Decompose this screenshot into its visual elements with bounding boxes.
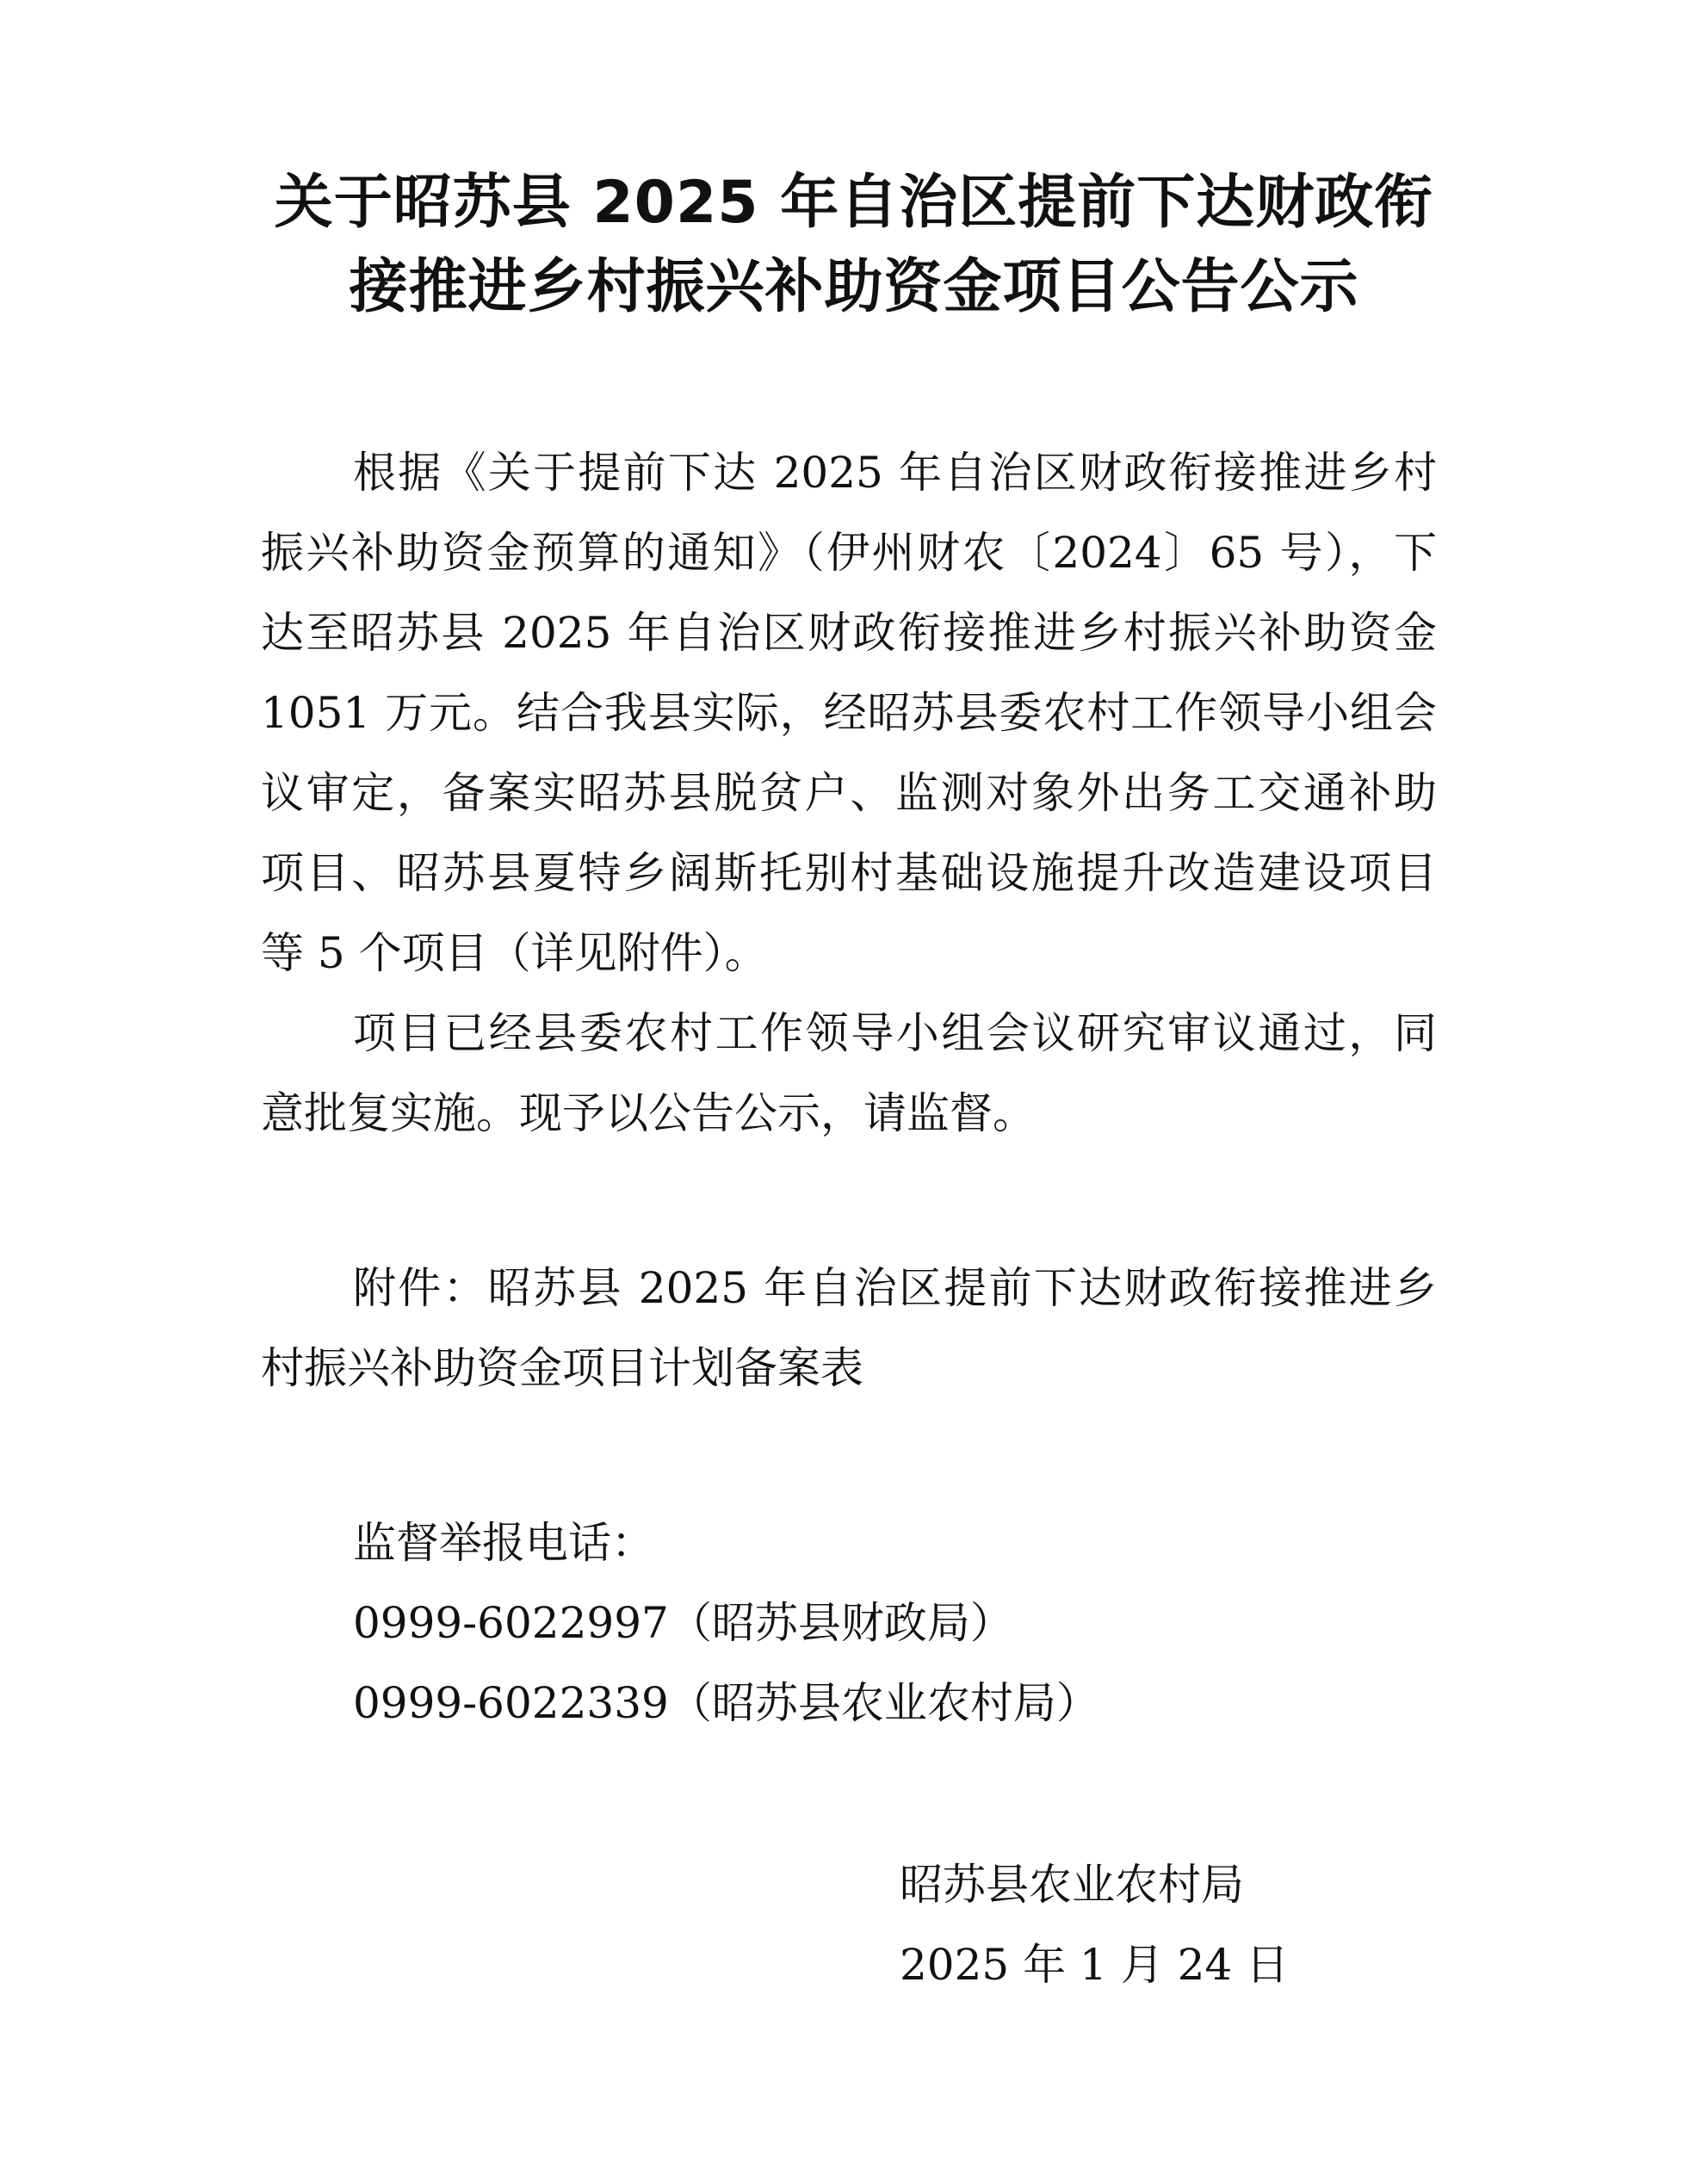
attachment-line: 村振兴补助资金项目计划备案表	[261, 1343, 863, 1393]
paragraph-1-line: 1051 万元。结合我县实际，经昭苏县委农村工作领导小组会	[261, 688, 1437, 738]
paragraph-2-line: 意批复实施。现予以公告公示，请监督。	[261, 1088, 1036, 1138]
paragraph-1-line: 达至昭苏县 2025 年自治区财政衔接推进乡村振兴补助资金	[261, 608, 1437, 658]
attachment-line: 附件：昭苏县 2025 年自治区提前下达财政衔接推进乡	[353, 1263, 1437, 1313]
signature-date: 2025 年 1 月 24 日	[900, 1940, 1290, 1990]
title-line-2: 接推进乡村振兴补助资金项目公告公示	[349, 253, 1359, 321]
signature-organization: 昭苏县农业农村局	[900, 1860, 1244, 1910]
paragraph-2-line: 项目已经县委农村工作领导小组会议研究审议通过，同	[353, 1008, 1437, 1058]
paragraph-1-line: 议审定，备案实昭苏县脱贫户、监测对象外出务工交通补助	[261, 768, 1437, 818]
paragraph-1-line: 振兴补助资金预算的通知》（伊州财农〔2024〕65 号），下	[261, 528, 1437, 578]
hotline-entry: 0999-6022997（昭苏县财政局）	[353, 1598, 1013, 1648]
paragraph-1-line: 等 5 个项目（详见附件）。	[261, 928, 768, 978]
hotline-entry: 0999-6022339（昭苏县农业农村局）	[353, 1678, 1099, 1728]
paragraph-1-line: 项目、昭苏县夏特乡阔斯托别村基础设施提升改造建设项目	[261, 848, 1437, 898]
title-line-1: 关于昭苏县 2025 年自治区提前下达财政衔	[274, 169, 1434, 237]
hotline-label: 监督举报电话：	[353, 1518, 654, 1568]
paragraph-1-line: 根据《关于提前下达 2025 年自治区财政衔接推进乡村	[353, 448, 1437, 498]
